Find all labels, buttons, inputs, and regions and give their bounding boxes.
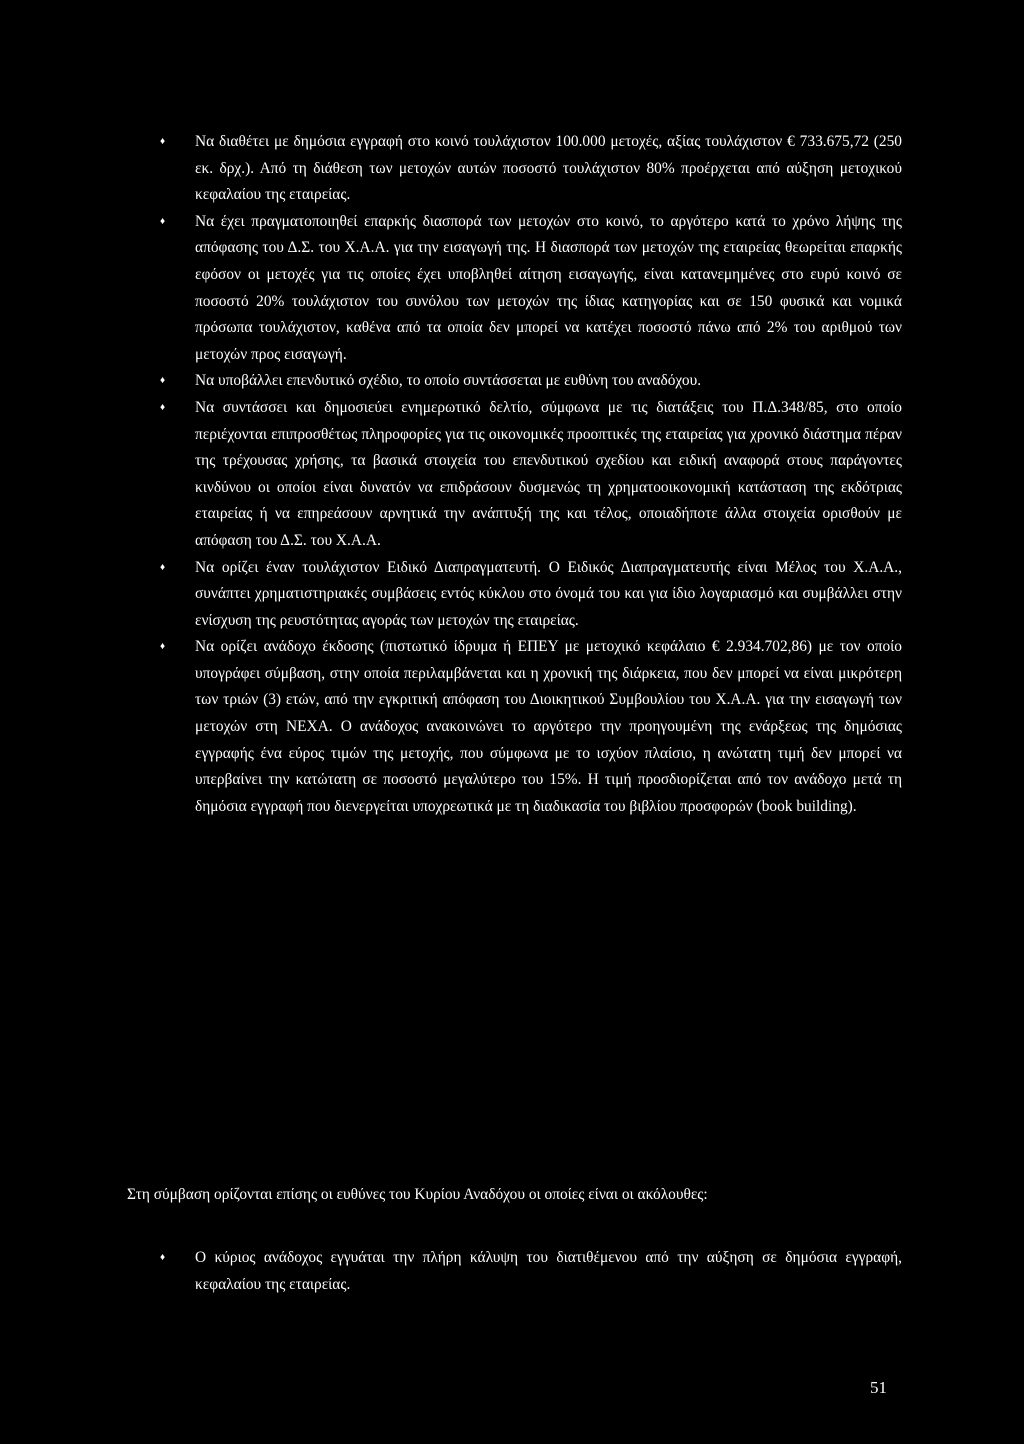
list-item: [160, 368, 902, 395]
list-item-text: Να ορίζει έναν τουλάχιστον Ειδικό Διαπραγματευτή. Ο Ειδικός Διαπραγματευτής είναι Μέλος του Χ.Α.Α., συνάπτει χρηματιστηριακές συμβάσεις εντός κύκλου στο όνομά του και για ίδιο λογαριασμό και συμβάλλει στην ενίσχυση της ρευστότητας αγοράς των μετοχών της εταιρείας.: [195, 558, 902, 629]
diamond-bullet-icon: ♦: [160, 215, 166, 227]
diamond-bullet-icon: ♦: [160, 641, 166, 653]
list-item-text: Να ορίζει ανάδοχο έκδοσης (πιστωτικό ίδρυμα ή ΕΠΕΥ με μετοχικό κεφάλαιο € 2.934.702,86) με τον οποίο υπογράφει σύμβαση, στην οποία περιλαμβάνεται και η χρονική της διάρκεια, που δεν μπορεί να είναι μικρότερη των τριών (3) ετών, από την εγκριτική απόφαση του Διοικητικού Συμβουλίου του Χ.Α.Α. για την εισαγωγή των μετοχών στη ΝΕΧΑ. Ο ανάδοχος ανακοινώνει το αργότερο την προηγουμένη της ενάρξεως της δημόσιας εγγραφής ένα εύρος τιμών της μετοχής, που σύμφωνα με το ισχύον πλαίσιο, η ανώτατη τιμή δεν μπορεί να υπερβαίνει την κατώτατη σε ποσοστό μεγαλύτερο του 15%. Η τιμή προσδιορίζεται από τον ανάδοχο μετά τη δημόσια εγγραφή που διενεργείται υποχρεωτικά με τη διαδικασία του βιβλίου προσφορών (book building).: [195, 638, 902, 815]
list-item: [160, 395, 902, 555]
list-item-text: Να διαθέτει με δημόσια εγγραφή στο κοινό τουλάχιστον 100.000 μετοχές, αξίας τουλάχιστον € 733.675,72 (250 εκ. δρχ.). Από τη διάθεση των μετοχών αυτών ποσοστό τουλάχιστον 80% προέρχεται από αύξηση μετοχικού κεφαλαίου της εταιρείας.: [195, 133, 902, 204]
list-item: [160, 129, 902, 209]
contract-paragraph: Στη σύμβαση ορίζονται επίσης οι ευθύνες του Κυρίου Αναδόχου οι οποίες είναι οι ακόλουθες:: [127, 1186, 708, 1203]
list-item: [160, 555, 902, 635]
list-item-text: Να υποβάλλει επενδυτικό σχέδιο, το οποίο συντάσσεται με ευθύνη του αναδόχου.: [195, 372, 702, 390]
list-item: [160, 634, 902, 820]
requirements-list: [160, 129, 902, 820]
page-number: 51: [870, 1378, 887, 1397]
diamond-bullet-icon: ♦: [160, 401, 166, 413]
list-item-text: Ο κύριος ανάδοχος εγγυάται την πλήρη κάλυψη του διατιθέμενου από την αύξηση σε δημόσια εγγραφή, κεφαλαίου της εταιρείας.: [195, 1249, 902, 1293]
diamond-bullet-icon: ♦: [160, 136, 166, 147]
list-item-text: Να συντάσσει και δημοσιεύει ενημερωτικό δελτίο, σύμφωνα με τις διατάξεις του Π.Δ.348/85, στο οποίο περιέχονται επιπροσθέτως πληροφορίες για τις οικονομικές προοπτικές της εταιρείας για χρονικό διάστημα πέραν της τρέχουσας χρήσης, τα βασικά στοιχεία του επενδυτικού σχεδίου και ειδική αναφορά στους παράγοντες κινδύνου οι οποίοι είναι δυνατόν να επιδράσουν δυσμενώς τη χρηματοοικονομική κατάσταση της εκδότριας εταιρείας ή να επηρεάσουν αρνητικά την ανάπτυξή της και τέλος, οποιαδήποτε άλλα στοιχεία ορισθούν με απόφαση του Δ.Σ. του Χ.Α.Α.: [195, 398, 902, 549]
diamond-bullet-icon: ♦: [160, 561, 166, 573]
obligations-list: [160, 1245, 902, 1298]
list-item: [160, 209, 902, 369]
diamond-bullet-icon: ♦: [160, 375, 166, 387]
list-item: [160, 1245, 902, 1298]
diamond-bullet-icon: ♦: [160, 1252, 166, 1263]
list-item-text: Να έχει πραγματοποιηθεί επαρκής διασπορά των μετοχών στο κοινό, το αργότερο κατά το χρόνο λήψης της απόφασης του Δ.Σ. του Χ.Α.Α. για την εισαγωγή της. Η διασπορά των μετοχών της εταιρείας θεωρείται επαρκής εφόσον οι μετοχές για τις οποίες έχει υποβληθεί αίτηση εισαγωγής, είναι κατανεμημένες στο ευρύ κοινό σε ποσοστό 20% τουλάχιστον του συνόλου των μετοχών της ίδιας κατηγορίας και σε 150 φυσικά και νομικά πρόσωπα τουλάχιστον, καθένα από τα οποία δεν μπορεί να κατέχει ποσοστό πάνω από 2% του αριθμού των μετοχών προς εισαγωγή.: [195, 212, 902, 363]
